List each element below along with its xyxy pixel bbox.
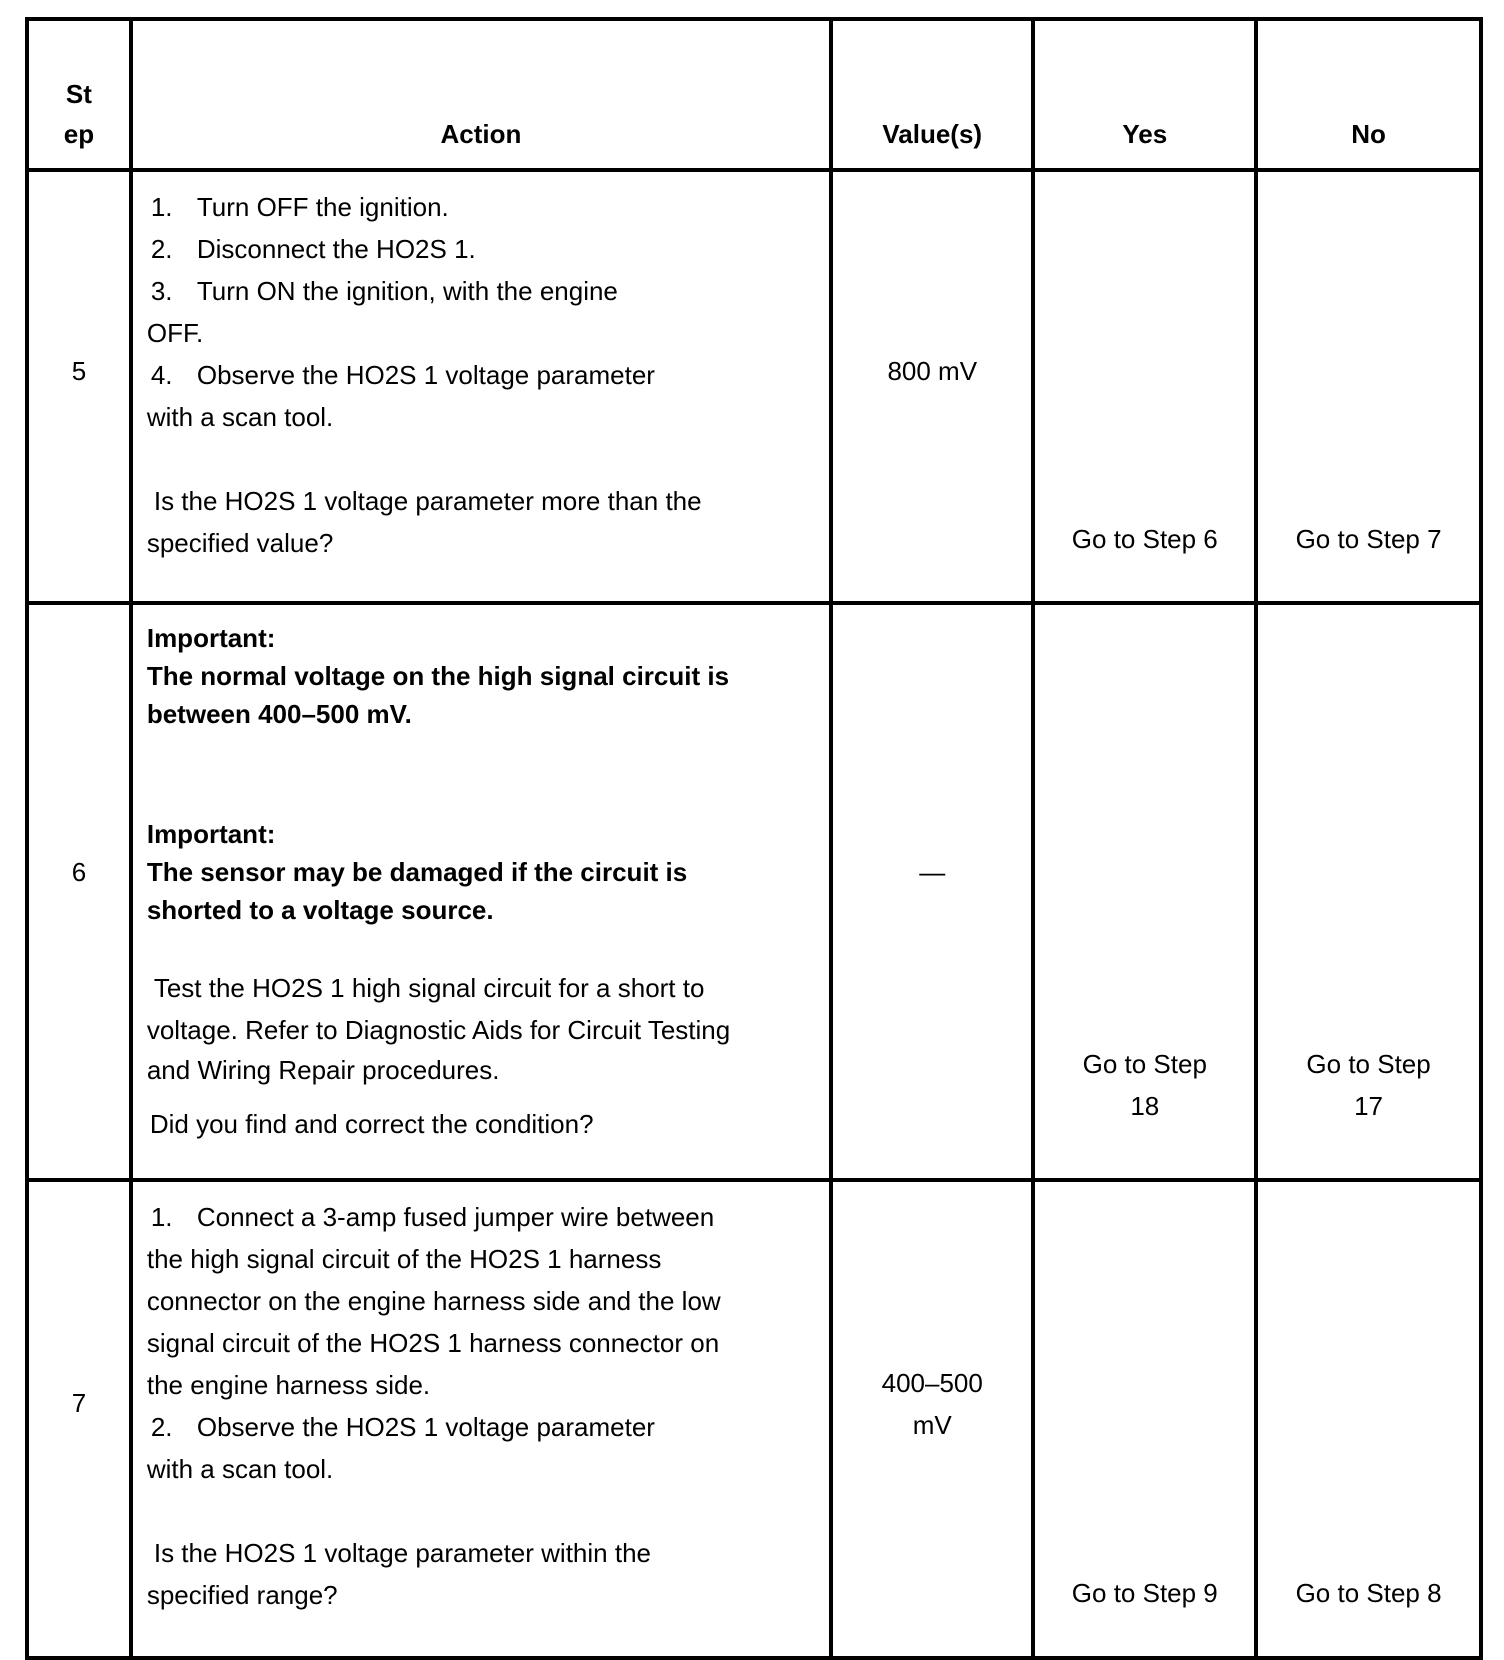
value-cell: 800 mV (831, 170, 1033, 604)
value-cell: — (831, 603, 1033, 1180)
no-header: No (1256, 19, 1481, 170)
yes-header: Yes (1033, 19, 1256, 170)
no-cell: Go to Step 7 (1256, 170, 1481, 604)
important-title: Important: (146, 819, 276, 850)
important-title: Important: (146, 623, 276, 654)
diagnostic-table (25, 17, 1483, 1660)
yes-cell: Go to Step 9 (1033, 1180, 1256, 1658)
step-number: 6 (27, 603, 131, 1180)
step-header-line1: St (65, 78, 92, 109)
step-header (27, 19, 131, 170)
step-number: 7 (27, 1180, 131, 1658)
yes-cell: Go to Step 18 (1033, 603, 1256, 1180)
values-header: Value(s) (831, 19, 1033, 170)
table-row (27, 170, 1481, 604)
table-row (27, 603, 1481, 1180)
no-cell: Go to Step 17 (1256, 603, 1481, 1180)
header-row (27, 19, 1481, 170)
table-row (27, 1180, 1481, 1658)
step-header-line2: ep (63, 118, 95, 149)
no-cell: Go to Step 8 (1256, 1180, 1481, 1658)
action-cell: Important: The normal voltage on the high signal circuit is between 400–500 mV. Important: The sensor may be damaged if the circuit is shorted to a voltage source. Test the HO2S 1 high signal circuit for a short to voltage. Refer to Diagnostic Aids for Circuit Testing and Wiring Repair procedures. Did you find and correct the condition? (131, 603, 831, 1180)
action-header: Action (131, 19, 831, 170)
step-number: 5 (27, 170, 131, 604)
yes-cell: Go to Step 6 (1033, 170, 1256, 604)
action-cell: 1. Connect a 3-amp fused jumper wire between the high signal circuit of the HO2S 1 harness connector on the engine harness side and the low signal circuit of the HO2S 1 harness connector on the engine harness side. 2. Observe the HO2S 1 voltage parameter with a scan tool. Is the HO2S 1 voltage parameter within the specified range? (131, 1180, 831, 1658)
action-cell: 1. Turn OFF the ignition. 2. Disconnect the HO2S 1. 3. Turn ON the ignition, with the engine OFF. 4. Observe the HO2S 1 voltage parameter with a scan tool. Is the HO2S 1 voltage parameter more than the specified value? (131, 170, 831, 604)
value-cell: 400–500 mV (831, 1180, 1033, 1658)
